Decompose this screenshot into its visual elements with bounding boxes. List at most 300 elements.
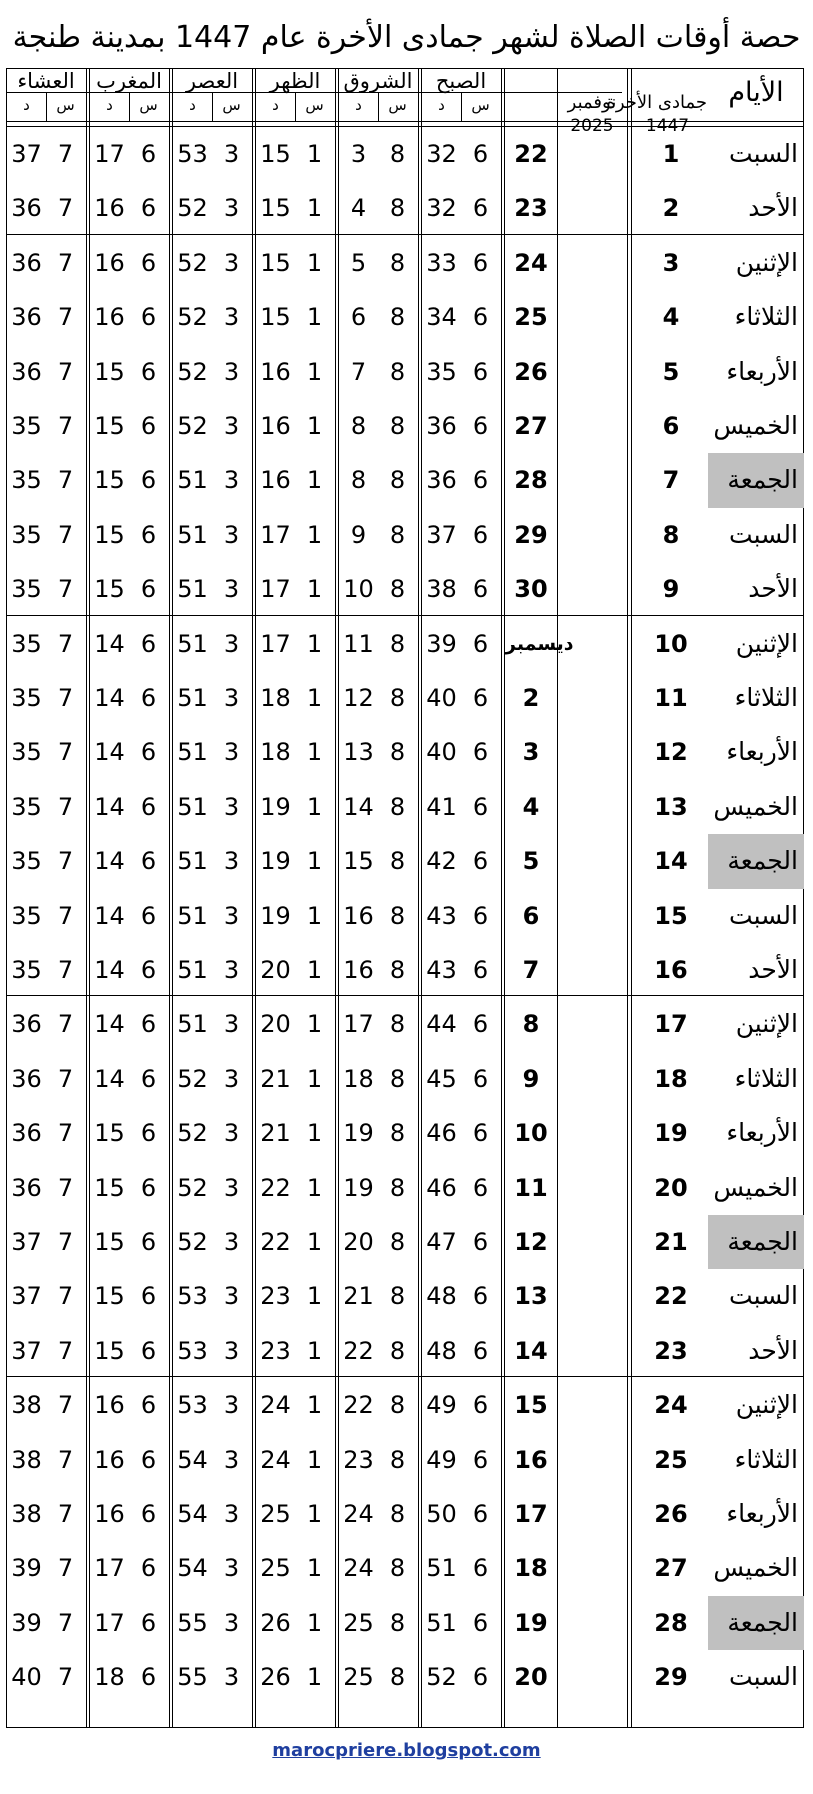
table-row-dhuhr-minute: 17	[260, 629, 291, 658]
table-row-asr-minute: 54	[177, 1500, 208, 1528]
table-row-shuruq-hour: 8	[389, 140, 406, 168]
table-row-fajr-hour: 6	[472, 1554, 489, 1583]
table-row-asr-hour: 3	[223, 1608, 240, 1637]
table-row-isha-minute: 37	[11, 1336, 42, 1365]
table-row-isha-hour: 7	[57, 466, 74, 495]
table-row-isha-minute: 36	[11, 1010, 42, 1039]
table-row-dhuhr-hour: 1	[306, 357, 323, 386]
table-row-shuruq-minute: 10	[343, 575, 374, 604]
table-row-fajr-minute: 49	[426, 1391, 457, 1420]
table-row-isha-minute: 37	[11, 1282, 42, 1311]
table-row-hijri-day: 20	[654, 1173, 688, 1202]
header-greg-year: 2025	[570, 116, 614, 136]
table-row-greg-day: 3	[522, 738, 540, 767]
table-row-maghrib-minute: 15	[94, 1282, 125, 1311]
table-row-shuruq-minute: 24	[343, 1554, 374, 1583]
table-row-dhuhr-hour: 1	[306, 956, 323, 984]
table-row-dhuhr-minute: 26	[260, 1608, 291, 1637]
table-row-greg-day: 20	[514, 1663, 548, 1692]
table-row-isha-minute: 35	[11, 738, 42, 767]
table-row-isha-minute: 35	[11, 412, 42, 440]
table-row-fajr-hour: 6	[472, 684, 489, 712]
table-row-isha-minute: 36	[11, 357, 42, 386]
header-asr-minute: د	[189, 96, 196, 114]
table-row-dhuhr-minute: 19	[260, 901, 291, 930]
table-row-fajr-minute: 45	[426, 1064, 457, 1093]
table-row-fajr-hour: 6	[472, 520, 489, 549]
table-row-dhuhr-hour: 1	[306, 1554, 323, 1583]
table-row-maghrib-hour: 6	[140, 629, 157, 658]
table-row-asr-hour: 3	[223, 1391, 240, 1420]
table-row-dhuhr-minute: 16	[260, 466, 291, 495]
table-row-maghrib-minute: 15	[94, 466, 125, 495]
table-row-asr-minute: 52	[177, 1173, 208, 1202]
table-row-asr-minute: 51	[177, 575, 208, 604]
table-row-shuruq-minute: 7	[350, 357, 367, 386]
table-row-greg-day: 22	[514, 140, 548, 168]
table-row-dhuhr-minute: 22	[260, 1228, 291, 1256]
table-row-dhuhr-minute: 15	[260, 248, 291, 277]
table-row-maghrib-minute: 14	[94, 1064, 125, 1093]
table-row-day: الجمعة	[708, 1215, 804, 1269]
table-row-asr-hour: 3	[223, 901, 240, 930]
table-row-shuruq-hour: 8	[389, 1282, 406, 1311]
table-row-fajr-hour: 6	[472, 1173, 489, 1202]
table-row-greg-day: 6	[522, 901, 540, 930]
table-row-asr-minute: 52	[177, 303, 208, 332]
table-row-shuruq-hour: 8	[389, 1336, 406, 1365]
table-row-day: الأحد	[748, 193, 798, 223]
table-row-day: الجمعة	[708, 453, 804, 507]
table-row-isha-hour: 7	[57, 1119, 74, 1148]
table-row-dhuhr-hour: 1	[306, 1119, 323, 1148]
table-row-asr-hour: 3	[223, 1500, 240, 1528]
table-row-fajr-minute: 41	[426, 792, 457, 821]
table-row-maghrib-hour: 6	[140, 1445, 157, 1474]
table-row-asr-minute: 51	[177, 466, 208, 495]
table-row-day: الأحد	[748, 1335, 798, 1365]
table-row-asr-minute: 52	[177, 1064, 208, 1093]
table-row-maghrib-minute: 14	[94, 901, 125, 930]
table-row-dhuhr-hour: 1	[306, 1173, 323, 1202]
table-row-shuruq-hour: 8	[389, 901, 406, 930]
table-row-shuruq-hour: 8	[389, 956, 406, 984]
table-row-asr-hour: 3	[223, 629, 240, 658]
table-row-shuruq-hour: 8	[389, 684, 406, 712]
table-row-dhuhr-hour: 1	[306, 738, 323, 767]
table-row-greg-day: 9	[522, 1064, 540, 1093]
table-row-isha-minute: 40	[11, 1663, 42, 1692]
table-row-maghrib-minute: 16	[94, 248, 125, 277]
table-row-shuruq-hour: 8	[389, 575, 406, 604]
table-row-dhuhr-hour: 1	[306, 575, 323, 604]
table-row-fajr-minute: 37	[426, 520, 457, 549]
table-row-fajr-minute: 43	[426, 901, 457, 930]
table-row-asr-minute: 51	[177, 956, 208, 984]
table-row-isha-hour: 7	[57, 738, 74, 767]
table-row-asr-hour: 3	[223, 1119, 240, 1148]
table-row-maghrib-minute: 16	[94, 1391, 125, 1420]
table-row-day: الأربعاء	[726, 356, 798, 386]
table-row-asr-hour: 3	[223, 847, 240, 876]
table-row-isha-minute: 35	[11, 901, 42, 930]
table-row-shuruq-hour: 8	[389, 1010, 406, 1039]
table-row-fajr-hour: 6	[472, 847, 489, 876]
header-shuruq-minute: د	[355, 96, 362, 114]
table-row-shuruq-minute: 16	[343, 956, 374, 984]
table-row-fajr-hour: 6	[472, 738, 489, 767]
table-row-maghrib-hour: 6	[140, 466, 157, 495]
header-maghrib-hour: س	[139, 96, 158, 114]
table-row-day: الأحد	[748, 955, 798, 984]
table-row-fajr-minute: 38	[426, 575, 457, 604]
table-row-fajr-hour: 6	[472, 194, 489, 223]
table-row-hijri-day: 7	[662, 466, 680, 495]
table-row-fajr-minute: 42	[426, 847, 457, 876]
table-row-day: الجمعة	[708, 1596, 804, 1650]
table-row-hijri-day: 2	[662, 194, 680, 223]
table-row-dhuhr-hour: 1	[306, 140, 323, 168]
table-row-hijri-day: 26	[654, 1500, 688, 1528]
table-row-shuruq-hour: 8	[389, 1445, 406, 1474]
table-row-fajr-hour: 6	[472, 956, 489, 984]
table-row-asr-hour: 3	[223, 194, 240, 223]
header-shuruq-hour: س	[388, 96, 407, 114]
table-row-fajr-hour: 6	[472, 1064, 489, 1093]
table-row-dhuhr-hour: 1	[306, 792, 323, 821]
table-row-fajr-minute: 48	[426, 1282, 457, 1311]
table-row-asr-minute: 55	[177, 1608, 208, 1637]
table-row-shuruq-minute: 13	[343, 738, 374, 767]
table-row-hijri-day: 16	[654, 956, 688, 984]
table-row-day: الخميس	[713, 411, 798, 440]
table-row-shuruq-minute: 20	[343, 1228, 374, 1256]
table-row-asr-minute: 51	[177, 901, 208, 930]
table-row-maghrib-hour: 6	[140, 520, 157, 549]
table-row-isha-hour: 7	[57, 520, 74, 549]
table-row-isha-minute: 36	[11, 1173, 42, 1202]
table-row-greg-day: 30	[514, 575, 548, 604]
table-row-asr-minute: 52	[177, 1228, 208, 1256]
table-row-shuruq-hour: 8	[389, 1173, 406, 1202]
table-row-dhuhr-hour: 1	[306, 1445, 323, 1474]
table-row-maghrib-hour: 6	[140, 140, 157, 168]
table-row-dhuhr-minute: 16	[260, 412, 291, 440]
table-row-shuruq-minute: 5	[350, 248, 367, 277]
table-row-asr-minute: 51	[177, 847, 208, 876]
table-row-dhuhr-hour: 1	[306, 1228, 323, 1256]
table-row-fajr-minute: 46	[426, 1119, 457, 1148]
table-row-day: الإثنين	[735, 628, 798, 658]
table-row-day: السبت	[729, 139, 798, 168]
table-row-isha-hour: 7	[57, 1010, 74, 1039]
table-row-asr-hour: 3	[223, 357, 240, 386]
table-row-hijri-day: 19	[654, 1119, 688, 1148]
table-row-maghrib-minute: 14	[94, 792, 125, 821]
table-row-fajr-hour: 6	[472, 140, 489, 168]
table-row-shuruq-hour: 8	[389, 303, 406, 332]
table-row-greg-day: 8	[522, 1010, 540, 1039]
table-row-isha-hour: 7	[57, 248, 74, 277]
table-row-fajr-hour: 6	[472, 1228, 489, 1256]
table-row-maghrib-hour: 6	[140, 1391, 157, 1420]
table-row-isha-hour: 7	[57, 303, 74, 332]
table-row-asr-hour: 3	[223, 412, 240, 440]
table-row-maghrib-hour: 6	[140, 684, 157, 712]
table-row-maghrib-hour: 6	[140, 1554, 157, 1583]
table-row-fajr-minute: 35	[426, 357, 457, 386]
table-row-shuruq-minute: 19	[343, 1173, 374, 1202]
table-row-isha-hour: 7	[57, 684, 74, 712]
table-row-shuruq-minute: 25	[343, 1663, 374, 1692]
table-row-hijri-day: 1	[662, 140, 680, 168]
table-row-day: السبت	[729, 1662, 798, 1692]
table-row-isha-minute: 35	[11, 684, 42, 712]
table-row-isha-hour: 7	[57, 1336, 74, 1365]
table-row-maghrib-minute: 14	[94, 629, 125, 658]
table-row-greg-day: 10	[514, 1119, 548, 1148]
table-row-maghrib-minute: 14	[94, 684, 125, 712]
header-shuruq: الشروق	[343, 69, 413, 93]
table-row-isha-hour: 7	[57, 1663, 74, 1692]
table-row-hijri-day: 25	[654, 1445, 688, 1474]
table-row-day: الجمعة	[708, 834, 804, 888]
table-row-dhuhr-hour: 1	[306, 466, 323, 495]
table-row-fajr-hour: 6	[472, 1445, 489, 1474]
header-greg-month: نوفمبر	[567, 92, 617, 113]
table-row-shuruq-hour: 8	[389, 629, 406, 658]
table-row-dhuhr-hour: 1	[306, 1336, 323, 1365]
table-row-asr-hour: 3	[223, 738, 240, 767]
table-row-shuruq-minute: 11	[343, 629, 374, 658]
table-row-maghrib-minute: 18	[94, 1663, 125, 1692]
table-row-hijri-day: 3	[662, 248, 680, 277]
table-row-shuruq-minute: 17	[343, 1010, 374, 1039]
table-row-asr-minute: 51	[177, 1010, 208, 1039]
table-row-shuruq-minute: 6	[350, 303, 367, 332]
table-row-fajr-minute: 48	[426, 1336, 457, 1365]
table-row-asr-hour: 3	[223, 1064, 240, 1093]
table-row-greg-day: 13	[514, 1282, 548, 1311]
table-row-maghrib-hour: 6	[140, 1064, 157, 1093]
table-row-hijri-day: 12	[654, 738, 688, 767]
table-row-dhuhr-minute: 23	[260, 1336, 291, 1365]
table-row-isha-hour: 7	[57, 901, 74, 930]
table-row-dhuhr-hour: 1	[306, 194, 323, 223]
table-row-shuruq-hour: 8	[389, 847, 406, 876]
table-row-hijri-day: 6	[662, 412, 680, 440]
header-fajr-minute: د	[438, 96, 445, 114]
table-row-fajr-minute: 47	[426, 1228, 457, 1256]
table-row-isha-hour: 7	[57, 1282, 74, 1311]
table-row-fajr-minute: 40	[426, 738, 457, 767]
table-row-isha-minute: 38	[11, 1500, 42, 1528]
page-title: حصة أوقات الصلاة لشهر جمادى الأخرة عام 1447 بمدينة طنجة	[12, 20, 801, 55]
table-row-greg-day: 18	[514, 1554, 548, 1583]
table-row-asr-minute: 52	[177, 1119, 208, 1148]
table-row-isha-minute: 35	[11, 466, 42, 495]
table-row-hijri-day: 21	[654, 1228, 688, 1256]
table-row-isha-hour: 7	[57, 956, 74, 984]
table-row-fajr-hour: 6	[472, 1663, 489, 1692]
table-row-dhuhr-hour: 1	[306, 412, 323, 440]
table-row-isha-hour: 7	[57, 194, 74, 223]
table-row-fajr-minute: 36	[426, 412, 457, 440]
table-row-maghrib-hour: 6	[140, 1500, 157, 1528]
table-row-day: الأربعاء	[726, 1499, 798, 1528]
table-row-isha-minute: 35	[11, 520, 42, 549]
table-row-greg-day: 29	[514, 520, 548, 549]
table-row-maghrib-minute: 17	[94, 1554, 125, 1583]
table-row-asr-hour: 3	[223, 684, 240, 712]
table-row-isha-hour: 7	[57, 1064, 74, 1093]
table-row-greg-day: 11	[514, 1173, 548, 1202]
table-row-maghrib-minute: 15	[94, 520, 125, 549]
table-row-isha-minute: 38	[11, 1391, 42, 1420]
table-row-greg-day: 4	[522, 792, 540, 821]
table-row-shuruq-hour: 8	[389, 248, 406, 277]
table-row-day: السبت	[729, 519, 798, 549]
table-row-asr-hour: 3	[223, 575, 240, 604]
table-row-maghrib-hour: 6	[140, 1336, 157, 1365]
table-row-isha-minute: 39	[11, 1554, 42, 1583]
table-row-shuruq-hour: 8	[389, 357, 406, 386]
table-row-greg-day: 5	[522, 847, 540, 876]
table-row-dhuhr-hour: 1	[306, 1500, 323, 1528]
table-row-shuruq-minute: 24	[343, 1500, 374, 1528]
table-row-fajr-hour: 6	[472, 629, 489, 658]
table-row-day: الخميس	[713, 791, 798, 821]
table-row-maghrib-hour: 6	[140, 575, 157, 604]
table-row-dhuhr-hour: 1	[306, 629, 323, 658]
table-row-hijri-day: 13	[654, 792, 688, 821]
table-row-shuruq-hour: 8	[389, 1228, 406, 1256]
table-row-shuruq-minute: 18	[343, 1064, 374, 1093]
table-row-day: الأربعاء	[726, 1118, 798, 1148]
table-row-isha-hour: 7	[57, 575, 74, 604]
table-row-shuruq-minute: 25	[343, 1608, 374, 1637]
table-row-hijri-day: 29	[654, 1663, 688, 1692]
table-row-dhuhr-minute: 20	[260, 956, 291, 984]
table-row-greg-day: 25	[514, 303, 548, 332]
table-row-maghrib-hour: 6	[140, 1010, 157, 1039]
table-row-dhuhr-minute: 19	[260, 792, 291, 821]
table-row-shuruq-hour: 8	[389, 520, 406, 549]
table-row-hijri-day: 22	[654, 1282, 688, 1311]
table-row-maghrib-minute: 15	[94, 1228, 125, 1256]
footer-link[interactable]: marocpriere.blogspot.com	[272, 1740, 541, 1761]
table-row-dhuhr-hour: 1	[306, 1391, 323, 1420]
table-row-isha-minute: 35	[11, 956, 42, 984]
table-row-dhuhr-hour: 1	[306, 684, 323, 712]
table-row-maghrib-minute: 16	[94, 194, 125, 223]
table-row-isha-minute: 37	[11, 140, 42, 168]
table-row-fajr-hour: 6	[472, 1282, 489, 1311]
table-row-isha-minute: 38	[11, 1445, 42, 1474]
table-row-dhuhr-minute: 18	[260, 738, 291, 767]
table-row-fajr-hour: 6	[472, 1391, 489, 1420]
table-row-day: الثلاثاء	[734, 1444, 798, 1474]
table-row-maghrib-hour: 6	[140, 792, 157, 821]
table-row-fajr-hour: 6	[472, 1010, 489, 1039]
table-row-isha-minute: 36	[11, 303, 42, 332]
table-row-dhuhr-minute: 15	[260, 140, 291, 168]
table-row-dhuhr-hour: 1	[306, 303, 323, 332]
table-row-dhuhr-minute: 25	[260, 1554, 291, 1583]
table-row-maghrib-hour: 6	[140, 956, 157, 984]
header-hijri-year: 1447	[645, 116, 690, 136]
header-asr-hour: س	[222, 96, 241, 114]
table-row-shuruq-hour: 8	[389, 1391, 406, 1420]
table-row-dhuhr-minute: 25	[260, 1500, 291, 1528]
table-row-asr-hour: 3	[223, 140, 240, 168]
table-row-day: السبت	[729, 1281, 798, 1311]
table-row-day: الأربعاء	[726, 737, 798, 767]
table-row-hijri-day: 11	[654, 684, 688, 712]
table-row-shuruq-hour: 8	[389, 1554, 406, 1583]
table-row-day: الثلاثاء	[734, 302, 798, 332]
table-row-hijri-day: 28	[654, 1608, 688, 1637]
table-row-dhuhr-minute: 23	[260, 1282, 291, 1311]
table-row-dhuhr-hour: 1	[306, 847, 323, 876]
header-isha-hour: س	[56, 96, 75, 114]
table-row-fajr-minute: 32	[426, 140, 457, 168]
table-row-isha-hour: 7	[57, 357, 74, 386]
table-row-dhuhr-hour: 1	[306, 1282, 323, 1311]
table-row-isha-hour: 7	[57, 1500, 74, 1528]
table-row-greg-day: 27	[514, 412, 548, 440]
table-row-day: الخميس	[713, 1553, 798, 1583]
table-row-maghrib-hour: 6	[140, 303, 157, 332]
table-row-maghrib-minute: 15	[94, 357, 125, 386]
table-row-maghrib-minute: 17	[94, 140, 125, 168]
table-row-isha-hour: 7	[57, 792, 74, 821]
table-row-day: السبت	[729, 900, 798, 930]
table-row-dhuhr-minute: 15	[260, 194, 291, 223]
table-row-asr-minute: 55	[177, 1663, 208, 1692]
prayer-times-table	[6, 68, 804, 1728]
table-row-asr-minute: 54	[177, 1554, 208, 1583]
table-row-dhuhr-minute: 17	[260, 520, 291, 549]
table-row-maghrib-minute: 16	[94, 303, 125, 332]
table-row-maghrib-hour: 6	[140, 248, 157, 277]
header-fajr-hour: س	[471, 96, 490, 114]
table-row-isha-minute: 37	[11, 1228, 42, 1256]
table-row-dhuhr-minute: 26	[260, 1663, 291, 1692]
table-row-fajr-minute: 36	[426, 466, 457, 495]
table-row-maghrib-hour: 6	[140, 738, 157, 767]
table-row-isha-minute: 36	[11, 194, 42, 223]
table-row-isha-minute: 36	[11, 1119, 42, 1148]
table-row-fajr-hour: 6	[472, 248, 489, 277]
table-row-day: الإثنين	[735, 1390, 798, 1420]
table-row-shuruq-minute: 3	[350, 140, 367, 168]
table-row-fajr-minute: 39	[426, 629, 457, 658]
table-row-greg-day: 28	[514, 466, 548, 495]
table-row-asr-minute: 52	[177, 357, 208, 386]
table-row-day: الثلاثاء	[734, 1063, 798, 1093]
table-row-fajr-hour: 6	[472, 792, 489, 821]
table-row-fajr-minute: 49	[426, 1445, 457, 1474]
table-row-isha-hour: 7	[57, 1554, 74, 1583]
table-row-dhuhr-minute: 19	[260, 847, 291, 876]
table-row-asr-hour: 3	[223, 520, 240, 549]
table-row-maghrib-hour: 6	[140, 1228, 157, 1256]
table-row-maghrib-hour: 6	[140, 357, 157, 386]
table-row-dhuhr-hour: 1	[306, 1663, 323, 1692]
table-row-greg-day: 16	[514, 1445, 548, 1474]
table-row-greg-day: 17	[514, 1500, 548, 1528]
